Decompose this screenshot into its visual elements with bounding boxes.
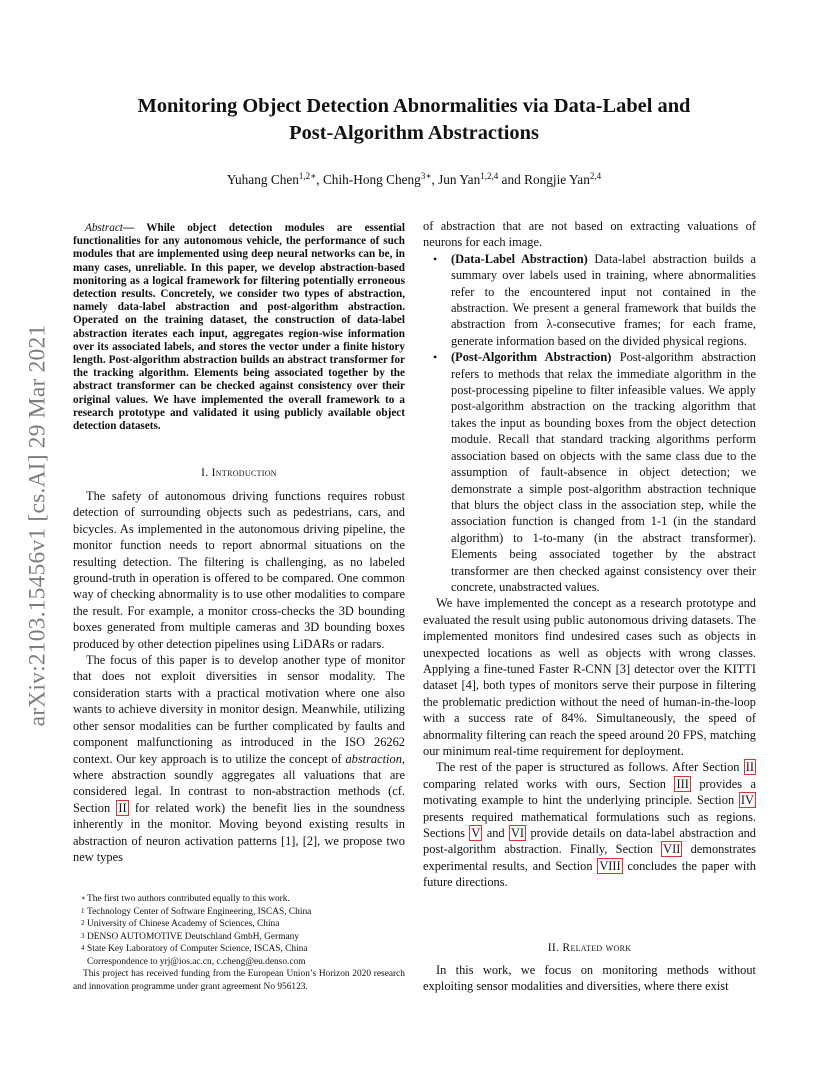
author-separator: ,	[431, 172, 439, 187]
section-ref-link[interactable]: VII	[663, 842, 681, 857]
emphasis: abstraction	[345, 751, 402, 766]
footnote-text: DENSO AUTOMOTIVE Deutschland GmbH, Germany	[87, 931, 300, 942]
author-name: Chih-Hong Cheng	[322, 172, 421, 187]
contribution-list	[423, 251, 756, 596]
list-item	[451, 349, 756, 595]
text-run: for related work) the benefit lies in the soundness inherently in the monitor. Moving beyond existing results in abstraction of neuron activation patterns [1], [2], we propose two new types	[73, 800, 405, 864]
author-affiliation: 1,2∗	[298, 171, 317, 181]
abstract-text: — While object detection modules are essential functionalities for any autonomous vehicle, the performance of such modules that are implemented using deep neural networks can be, in many cases, unreliable. In this paper, we develop abstraction-based monitoring as a logical framework for filtering potentially erroneous detection results. Concretely, we consider two types of abstraction, namely data-label abstraction and post-algorithm abstraction. Operated on the training dataset, the construction of data-label abstraction iterates each input, aggregates region-wise information over its associated labels, and stores the vector under a finite history length. Post-algorithm abstraction builds an abstract transformer for the tracking algorithm. Elements being associated together by the abstract transformer can be checked against consistency over their original values. We have implemented the overall framework to a research prototype and validated it using publicly available object detection datasets.	[73, 222, 405, 433]
text-run: concludes the paper with future directions.	[423, 858, 756, 890]
text-run: provide details on data-label abstraction and post-algorithm abstraction. Finally, Section	[423, 826, 757, 857]
section-ref-link[interactable]: VIII	[599, 858, 621, 873]
section-heading-related-work: II. Related work	[547, 941, 632, 954]
author-name: Rongjie Yan	[524, 172, 590, 187]
paragraph	[73, 652, 405, 865]
footnote	[73, 943, 405, 956]
section-heading-introduction: I. Introduction	[201, 466, 277, 479]
list-item-text: Post-algorithm abstraction refers to methods that relax the immediate algorithm in the post-processing pipeline to filter infeasible values. We apply post-algorithm abstraction on the tracking algorithm that takes the input as bounding boxes from the object detection module. Recall that standard tracking algorithms perform association based on objects with the same class due to the assumption of fault-absence in object detection; we demonstrate a simple post-algorithm abstraction technique that blurs the object class in the association step, while the association function is changed from 1-1 (in the standard algorithm) to 1-to-many (in the abstract transformer). Elements being associated together by the abstract transformer are then checked against consistency over their concrete, unabstracted values.	[451, 350, 757, 594]
footnote-mark: 2	[81, 919, 85, 927]
title-line-1: Monitoring Object Detection Abnormalities via Data-Label and	[137, 95, 691, 117]
paragraph	[423, 759, 756, 890]
footnote-text: University of Chinese Academy of Sciences, China	[87, 919, 280, 929]
author-name: Jun Yan	[438, 172, 481, 187]
author-separator: ,	[316, 172, 323, 187]
text-run: comparing related works with ours, Section	[423, 776, 675, 791]
footnote-text: Technology Center of Software Engineering, ISCAS, China	[87, 906, 312, 917]
author-separator: and	[498, 172, 525, 187]
author-name: Yuhang Chen	[226, 172, 299, 187]
list-item-heading: (Data-Label Abstraction)	[451, 251, 588, 266]
paragraph: of abstraction that are not based on extracting valuations of neurons for each image.	[423, 219, 756, 250]
footnote-mark: 4	[81, 944, 85, 952]
title-line-2: Post-Algorithm Abstractions	[289, 122, 539, 144]
paper-title	[80, 93, 748, 147]
footnote-text: State Key Laboratory of Computer Science, ISCAS, China	[87, 944, 308, 954]
footnote-mark: 3	[81, 931, 85, 940]
funding-note: This project has received funding from the European Union’s Horizon 2020 research and innovation programme under grant agreement No 956123.	[73, 969, 405, 992]
paragraph: We have implemented the concept as a research prototype and evaluated the result using public autonomous driving datasets. The implemented monitors find undesired cases such as objects in unexpected locations as well as objects with wrong classes. Applying a fine-tuned Faster R-CNN [3] detector over the KITTI dataset [4], both types of monitors serve their purpose in filtering the problematic prediction without the need of human-in-the-loop with a success rate of 84%. Simultaneously, the speed of abnormality filtering can reach the speed around 20 FPS, matching our minimum real-time requirement for deployment.	[423, 596, 756, 758]
section-ref-link[interactable]: IV	[740, 793, 754, 808]
arxiv-stamp	[18, 290, 58, 760]
footnote-mark: ∗	[81, 894, 86, 902]
footnote-text: The first two authors contributed equally to this work.	[87, 894, 290, 904]
author-affiliation: 3∗	[420, 171, 432, 181]
abstract	[73, 222, 405, 433]
section-ref-link[interactable]: II	[118, 800, 127, 815]
related-work-body	[423, 962, 756, 995]
footnote	[73, 906, 405, 919]
paragraph: In this work, we focus on monitoring methods without exploiting sensor modalities and diversities, where there exist	[423, 963, 756, 994]
author-list	[80, 171, 748, 189]
footnote	[73, 918, 405, 931]
text-run: The focus of this paper is to develop another type of monitor that does not exploit diversities in sensor modality. The consideration starts with a practical motivation where one also wants to achieve diversity in monitor design. Meanwhile, utilizing other sensor modalities can be further complicated by faults and component malfunctioning as introduced in the ISO 26262 context. Our key approach is to utilize the concept of	[73, 653, 405, 766]
correspondence: Correspondence to yrj@ios.ac.cn, c.cheng@eu.denso.com	[87, 956, 306, 967]
paragraph: The safety of autonomous driving functions requires robust detection of surrounding objects such as pedestrians, cars, and bicycles. As implemented in the autonomous driving pipeline, the monitor function needs to report abnormal situations on the resulting detection. The filtering is challenging, as no labeled ground-truth in operation is offered to be compared. One common way of checking abnormality is to use other modalities to compare the result. For example, a monitor cross-checks the 3D bounding boxes generated from multiple cameras and 3D bounding boxes produced by other detection pipelines using LiDARs or radars.	[73, 489, 405, 651]
footnotes	[73, 893, 405, 993]
author-affiliation: 1,2,4	[480, 171, 499, 181]
abstract-lead: Abstract	[85, 222, 123, 234]
footnote	[73, 893, 405, 906]
text-run: provides a motivating example to hint the underlying principle. Section	[423, 776, 756, 808]
arxiv-stamp-text: arXiv:2103.15456v1 [cs.AI] 29 Mar 2021	[24, 324, 51, 726]
text-run: presents required mathematical formulations such as regions. Sections	[423, 809, 756, 841]
list-item-text: Data-label abstraction builds a summary over labels used in training, where abnormalities refer to the encountered input not contained in the abstraction. We present a general framework that builds the abstraction from λ-consecutive frames; for each frame, generate information based on the divided physical regions.	[451, 251, 757, 348]
section-ref-link[interactable]: III	[676, 776, 689, 791]
footnote	[73, 931, 405, 944]
list-item	[451, 251, 756, 349]
text-run: The rest of the paper is structured as follows. After Section	[436, 760, 744, 775]
list-item-heading: (Post-Algorithm Abstraction)	[451, 350, 612, 365]
footnote-mark: 1	[81, 906, 85, 915]
section-ref-link[interactable]: II	[745, 760, 754, 775]
author-affiliation: 2,4	[589, 171, 602, 181]
text-run: , where abstraction soundly aggregates all valuations that are considered legal. In contrast to non-abstraction methods (cf. Section	[73, 751, 405, 815]
text-run: and	[482, 826, 509, 841]
text-run: demonstrates experimental results, and Section	[423, 842, 756, 873]
section-ref-link[interactable]: VI	[510, 826, 525, 841]
section-ref-link[interactable]: V	[471, 826, 481, 841]
right-column-body	[423, 218, 756, 891]
left-column-body	[73, 488, 405, 865]
